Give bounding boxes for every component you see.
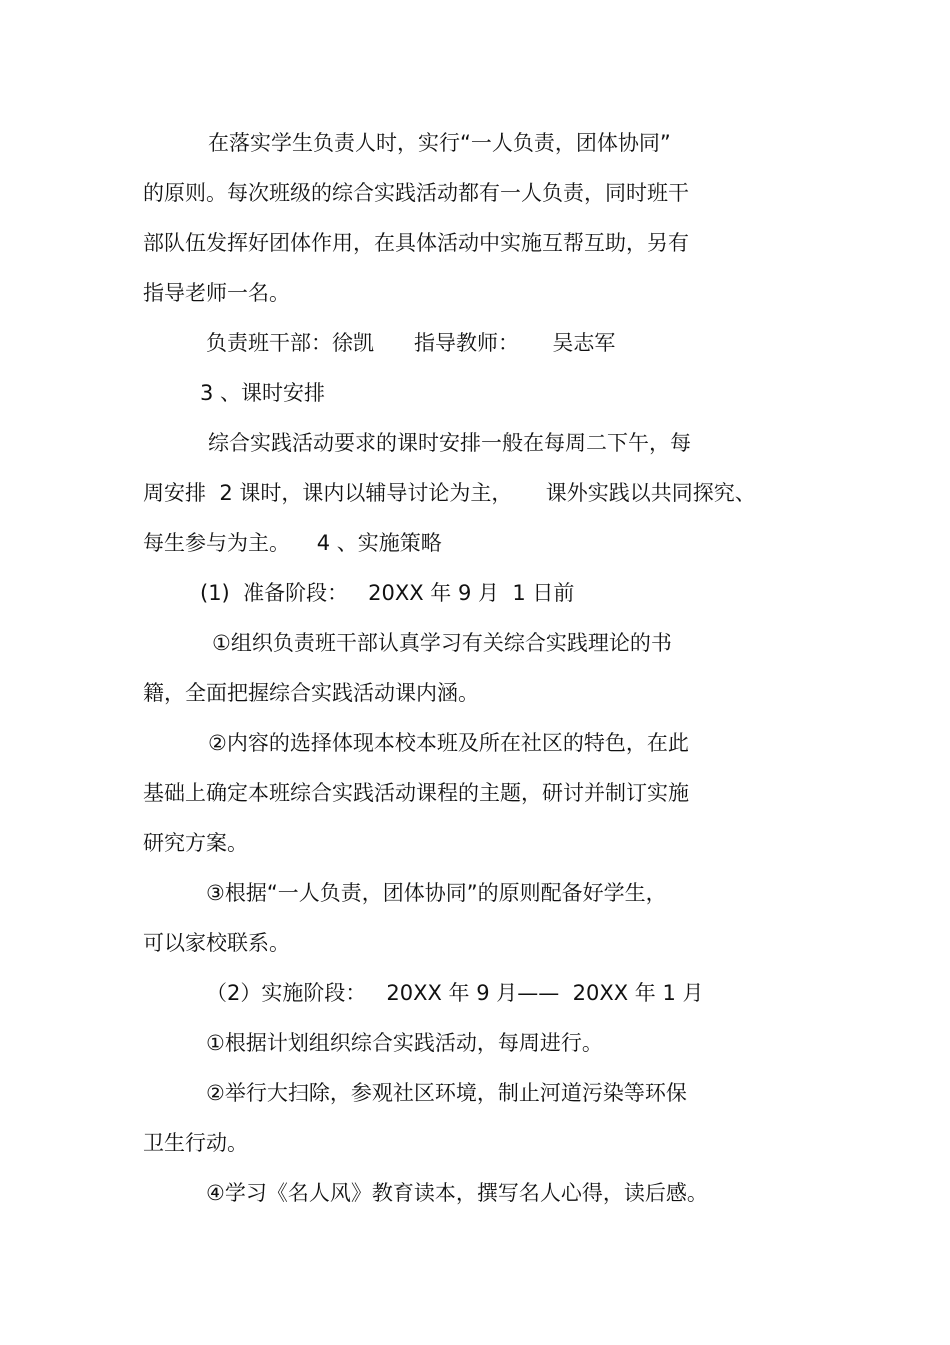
list-item-2-cont-1: 基础上确定本班综合实践活动课程的主题，研讨并制订实施 xyxy=(143,781,689,805)
paragraph-line-1: 在落实学生负责人时，实行“一人负责，团体协同” xyxy=(208,131,671,155)
paragraph-line-3: 部队伍发挥好团体作用，在具体活动中实施互帮互助，另有 xyxy=(143,231,689,255)
paragraph-line-2: 的原则。每次班级的综合实践活动都有一人负责，同时班干 xyxy=(143,181,689,205)
section-heading-3: 3 、课时安排 xyxy=(200,381,326,405)
stage2-item-2: ②举行大扫除，参观社区环境，制止河道污染等环保 xyxy=(206,1081,687,1105)
list-item-1-cont: 籍，全面把握综合实践活动课内涵。 xyxy=(143,681,479,705)
list-item-3: ③根据“一人负责，团体协同”的原则配备好学生， xyxy=(206,881,667,905)
paragraph-line-7: 综合实践活动要求的课时安排一般在每周二下午，每 xyxy=(208,431,691,455)
list-item-3-cont: 可以家校联系。 xyxy=(143,931,290,955)
list-item-2: ②内容的选择体现本校本班及所在社区的特色，在此 xyxy=(208,731,689,755)
paragraph-line-4: 指导老师一名。 xyxy=(143,281,290,305)
stage-heading-2: （2）实施阶段： 20XX 年 9 月—— 20XX 年 1 月 xyxy=(206,981,704,1005)
staff-line: 负责班干部：徐凯 指导教师： 吴志军 xyxy=(206,331,616,355)
list-item-2-cont-2: 研究方案。 xyxy=(143,831,248,855)
stage2-item-2-cont: 卫生行动。 xyxy=(143,1131,248,1155)
stage2-item-4: ④学习《名人风》教育读本，撰写名人心得，读后感。 xyxy=(206,1181,708,1205)
list-item-1: ①组织负责班干部认真学习有关综合实践理论的书 xyxy=(212,631,672,655)
stage-heading-1: (1) 准备阶段： 20XX 年 9 月 1 日前 xyxy=(200,581,575,605)
stage2-item-1: ①根据计划组织综合实践活动，每周进行。 xyxy=(206,1031,603,1055)
paragraph-line-8: 周安排 2 课时，课内以辅导讨论为主， 课外实践以共同探究、 xyxy=(143,481,756,505)
paragraph-line-9: 每生参与为主。 4 、实施策略 xyxy=(143,531,442,555)
